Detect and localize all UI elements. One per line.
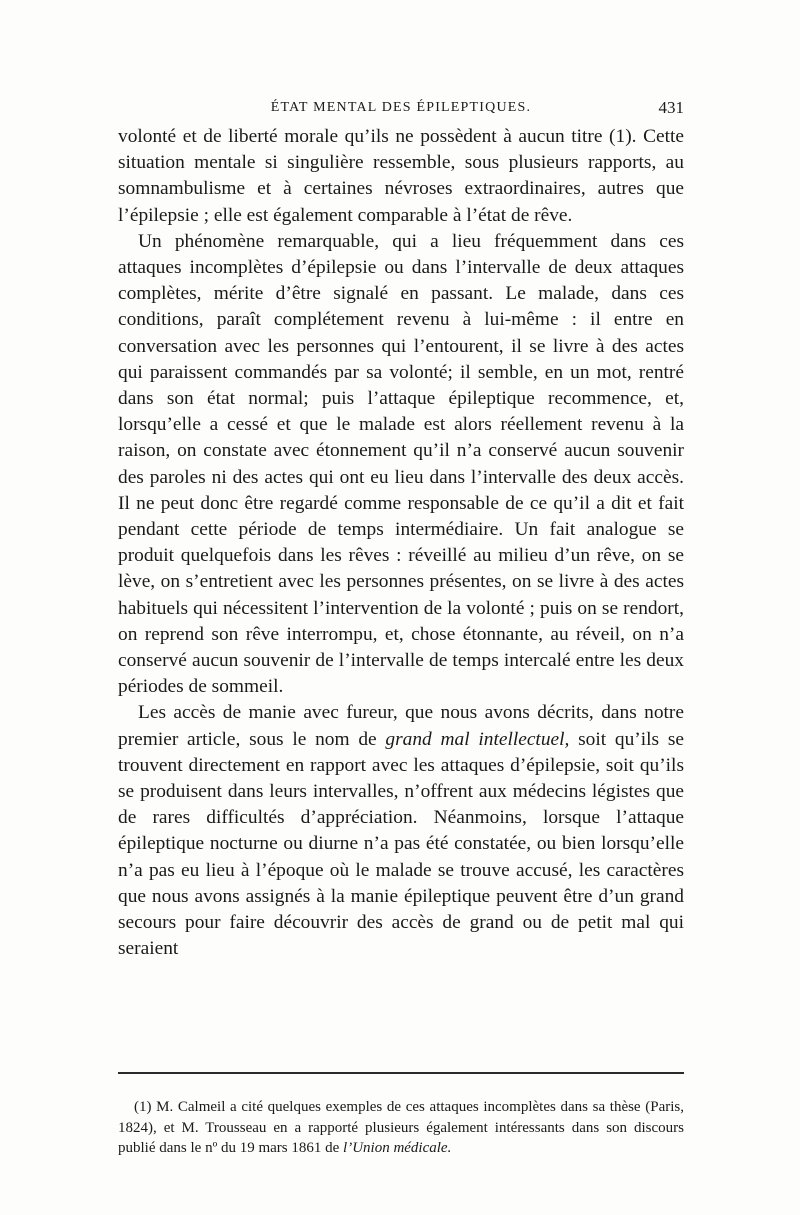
- running-title: ÉTAT MENTAL DES ÉPILEPTIQUES.: [270, 100, 532, 115]
- running-head: [118, 98, 684, 120]
- paragraph-manie-text-end: soit qu’ils se trouvent directement en rapport avec les attaques d’épilepsie, soit qu’ils se produisent dans leurs intervalles, n’offrent aux médecins légistes que de rares difficultés d’appréciation. Néanmoins, lorsque l’attaque épileptique nocturne ou diurne n’a pas été constatée, ou bien lorsqu’elle n’a pas eu lieu à l’époque où le malade se trouve accusé, les caractères que nous avons assignés à la manie épileptique peuvent être d’un grand secours pour faire découvrir des accès de grand ou de petit mal qui seraient: [118, 728, 684, 960]
- footnote-text: (1) M. Calmeil a cité quelques exemples de ces attaques incomplètes dans sa thèse (Paris, 1824), et M. Trousseau en a rapporté plusieurs également intéressants dans son discours publié dans le nº du 19 mars 1861 de: [118, 1099, 684, 1156]
- paragraph-manie-italic-term: grand mal intellectuel,: [385, 728, 570, 750]
- paragraph-manie-text-start: Les accès de manie avec fureur, que nous avons décrits, dans notre premier article, sous le nom de: [118, 702, 684, 750]
- body-text: [118, 124, 684, 963]
- footnote-italic-source: l’Union médicale.: [343, 1140, 452, 1156]
- paragraph-continuation: volonté et de liberté morale qu’ils ne possèdent à aucun titre (1). Cette situation mentale si singulière ressemble, sous plusieurs rapports, au somnambulisme et à certaines névroses extraordinaires, autres que l’épilepsie ; elle est également comparable à l’état de rêve.: [118, 126, 684, 226]
- paragraph-manie: [118, 700, 684, 962]
- footnote-divider: [118, 1072, 684, 1074]
- footnote: [118, 1097, 684, 1159]
- page-number: 431: [658, 98, 684, 117]
- paragraph-phenomene: Un phénomène remarquable, qui a lieu fréquemment dans ces attaques incomplètes d’épilepsie ou dans l’intervalle de deux attaques complètes, mérite d’être signalé en passant. Le malade, dans ces conditions, paraît complétement revenu à lui-même : il entre en conversation avec les personnes qui l’entourent, il se livre à des actes qui paraissent commandés par sa volonté; il semble, en un mot, rentré dans son état normal; puis l’attaque épileptique recommence, et, lorsqu’elle a cessé et que le malade est alors réellement revenu à la raison, on constate avec étonnement qu’il n’a conservé aucun souvenir des paroles ni des actes qui ont eu lieu dans l’intervalle des deux accès. Il ne peut donc être regardé comme responsable de ce qu’il a dit et fait pendant cette période de temps intermédiaire. Un fait analogue se produit quelquefois dans les rêves : réveillé au milieu d’un rêve, on se lève, on s’entretient avec les personnes présentes, on se livre à des actes habituels qui nécessitent l’intervention de la volonté ; puis on se rendort, on reprend son rêve interrompu, et, chose étonnante, au réveil, on n’a conservé aucun souvenir de l’intervalle de temps intercalé entre les deux périodes de sommeil.: [118, 230, 684, 698]
